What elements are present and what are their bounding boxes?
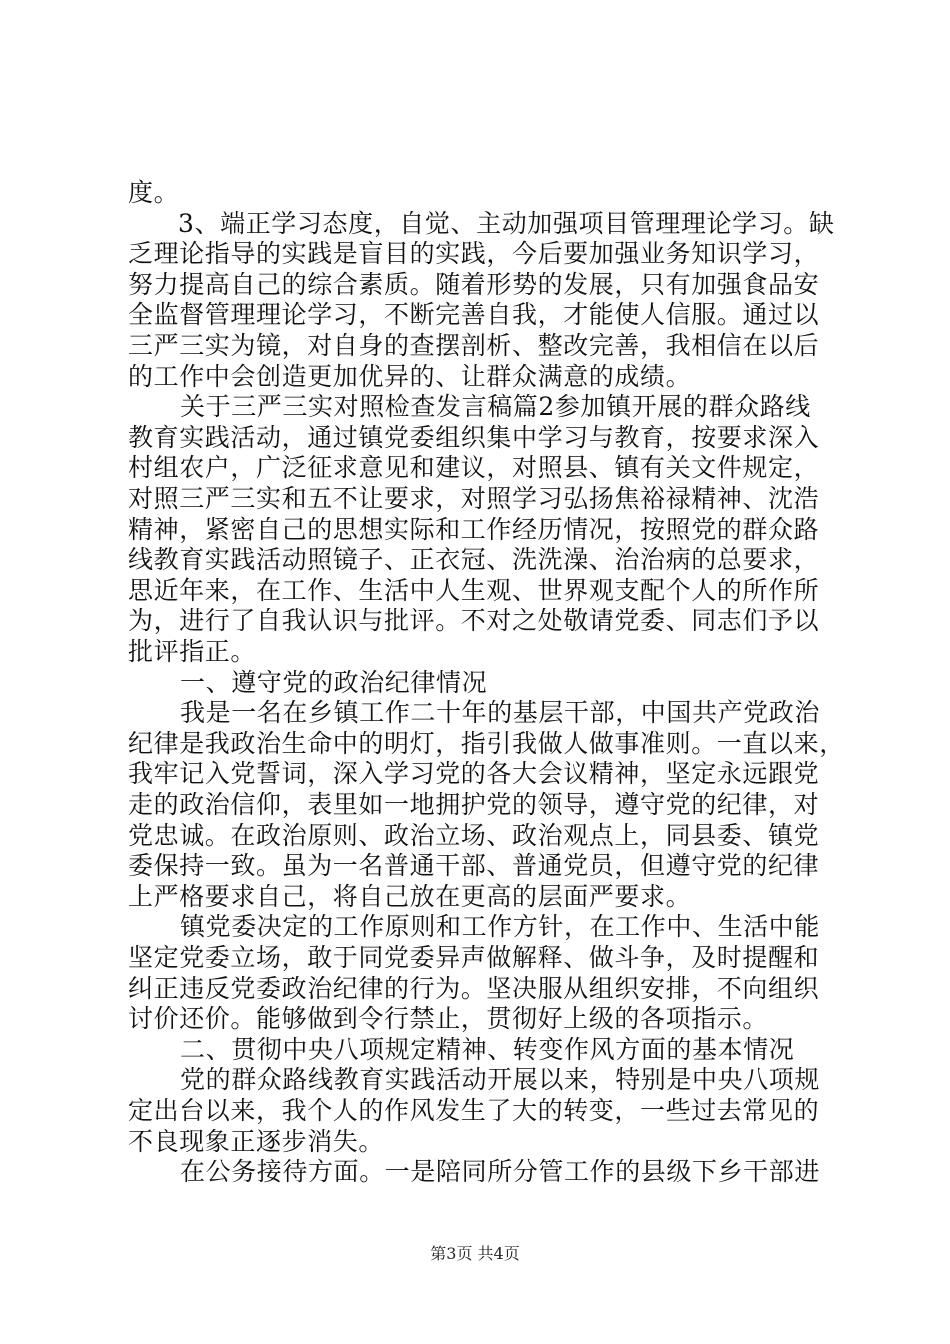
section-heading: 一、遵守党的政治纪律情况 [180,668,488,697]
text-line: 在公务接待方面。一是陪同所分管工作的县级下乡干部进 [180,1157,821,1186]
text-line: 思近年来，在工作、生活中人生观、世界观支配个人的所作所 [128,576,820,605]
text-line: 定出台以来，我个人的作风发生了大的转变，一些过去常见的 [128,1096,820,1125]
text-line: 党的群众路线教育实践活动开展以来，特别是中央八项规 [180,1065,821,1094]
section-heading: 二、贯彻中央八项规定精神、转变作风方面的基本情况 [180,1035,795,1064]
text-line: 讨价还价。能够做到令行禁止，贯彻好上级的各项指示。 [128,1004,769,1033]
text-line: 村组农户，广泛征求意见和建议，对照县、镇有关文件规定， [128,453,820,482]
text-line: 三严三实为镜，对自身的查摆剖析、整改完善，我相信在以后 [128,331,820,360]
text-line: 我牢记入党誓词，深入学习党的各大会议精神，坚定永远跟党 [128,759,820,788]
text-line: 纠正违反党委政治纪律的行为。坚决服从组织安排，不向组织 [128,974,820,1003]
text-line: 努力提高自己的综合素质。随着形势的发展，只有加强食品安 [128,270,820,299]
text-line: 坚定党委立场，敢于同党委异声做解释、做斗争，及时提醒和 [128,943,820,972]
text-line: 精神，紧密自己的思想实际和工作经历情况，按照党的群众路 [128,515,820,544]
text-line: 线教育实践活动照镜子、正衣冠、洗洗澡、治治病的总要求， [128,545,820,574]
text-line: 党忠诚。在政治原则、政治立场、政治观点上，同县委、镇党 [128,821,820,850]
text-line: 教育实践活动，通过镇党委组织集中学习与教育，按要求深入 [128,423,820,452]
text-line: 委保持一致。虽为一名普通干部、普通党员，但遵守党的纪律 [128,851,820,880]
text-line: 批评指正。 [128,637,257,666]
text-line: 我是一名在乡镇工作二十年的基层干部，中国共产党政治 [180,698,821,727]
text-line: 走的政治信仰，表里如一地拥护党的领导，遵守党的纪律，对 [128,790,820,819]
text-line: 镇党委决定的工作原则和工作方针，在工作中、生活中能 [180,912,821,941]
text-line: 全监督管理理论学习，不断完善自我，才能使人信服。通过以 [128,300,820,329]
text-line: 对照三严三实和五不让要求，对照学习弘扬焦裕禄精神、沈浩 [128,484,820,513]
text-line: 纪律是我政治生命中的明灯，指引我做人做事准则。一直以来， [128,729,845,758]
text-line: 不良现象正逐步消失。 [128,1127,385,1156]
text-line: 度。 [128,178,180,207]
text-line: 关于三严三实对照检查发言稿篇2参加镇开展的群众路线 [180,392,811,421]
text-line: 的工作中会创造更加优异的、让群众满意的成绩。 [128,362,692,391]
text-line: 3、端正学习态度，自觉、主动加强项目管理理论学习。缺 [178,209,835,238]
text-line: 上严格要求自己，将自己放在更高的层面严要求。 [128,882,692,911]
text-line: 为，进行了自我认识与批评。不对之处敬请党委、同志们予以 [128,606,820,635]
page-footer: 第3页 共4页 [430,1244,520,1263]
text-line: 乏理论指导的实践是盲目的实践，今后要加强业务知识学习， [128,239,820,268]
